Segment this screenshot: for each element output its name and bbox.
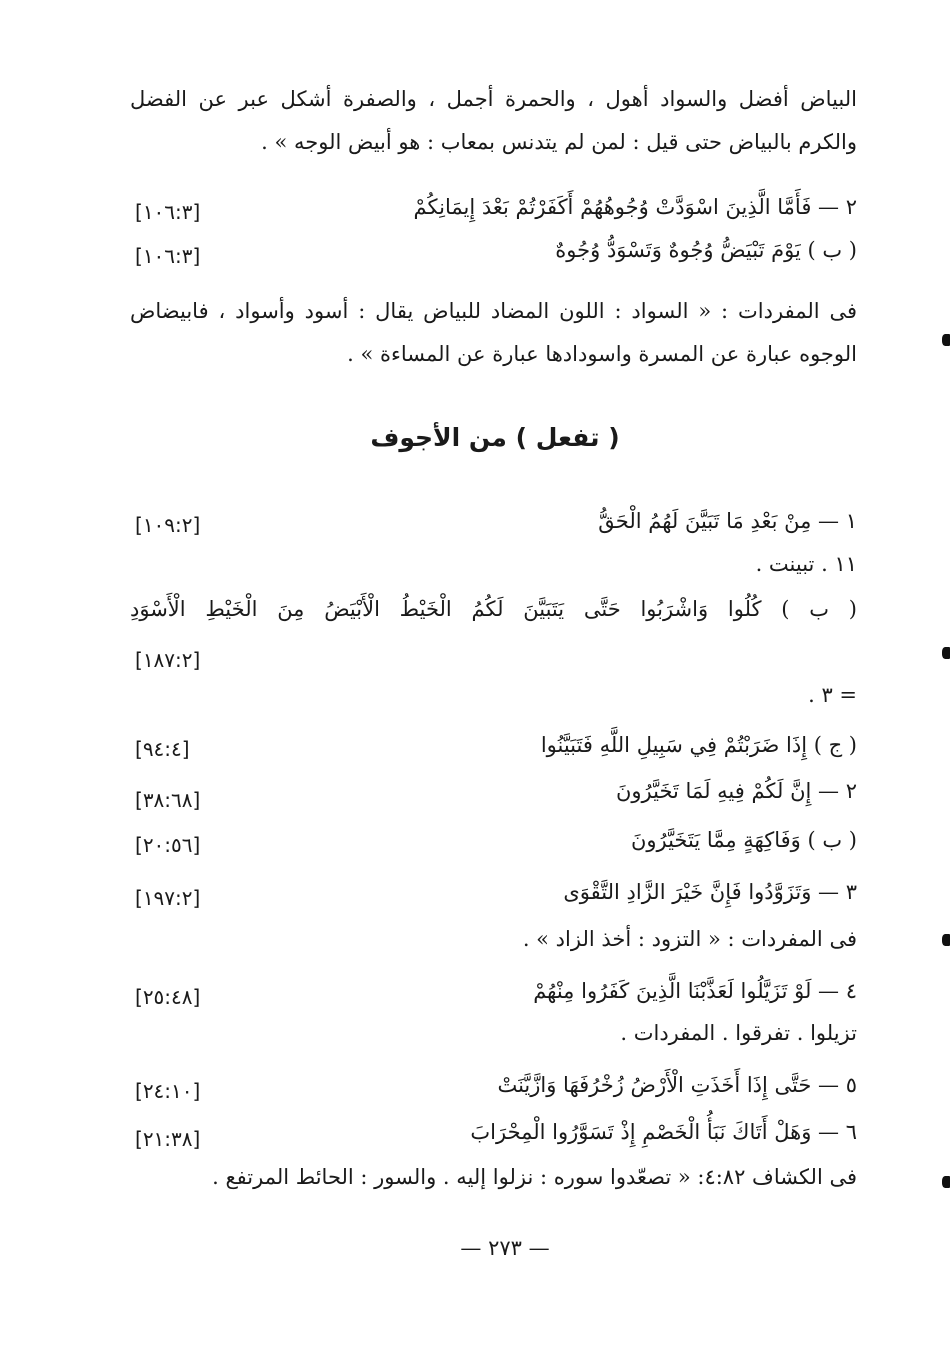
verse-reference: [٩٤:٤] <box>135 737 190 761</box>
verse-reference: [٢٤:١٠] <box>135 1079 201 1103</box>
text-line: فى المفردات : « السواد : اللون المضاد للبياض يقال : أسود وأسواد ، فابيضاض <box>130 299 857 323</box>
verse-reference: [٢٥:٤٨] <box>135 985 201 1009</box>
margin-mark <box>942 647 950 659</box>
verse-line: ١ — مِنْ بَعْدِ مَا تَبَيَّنَ لَهُمُ الْحَقُّ <box>598 509 857 533</box>
text-line: البياض أفضل والسواد أهول ، والحمرة أجمل ، والصفرة أشكل عبر عن الفضل <box>130 87 857 111</box>
text-line: ١١ . تبينت . <box>755 552 857 576</box>
verse-reference: [١٨٧:٢] <box>135 648 201 672</box>
margin-mark <box>942 934 950 946</box>
text-line: تزيلوا . تفرقوا . المفردات . <box>620 1021 857 1045</box>
text-line: فى المفردات : « التزود : أخذ الزاد » . <box>522 927 857 951</box>
verse-reference: [١٠٦:٣] <box>135 244 201 268</box>
verse-line: ٥ — حَتَّى إِذَا أَخَذَتِ الْأَرْضُ زُخْرُفَهَا وَازَّيَّنَتْ <box>497 1073 857 1097</box>
margin-mark <box>942 334 950 346</box>
verse-line: ( ج ) إِذَا ضَرَبْتُمْ فِي سَبِيلِ اللَّهِ فَتَبَيَّنُوا <box>540 733 857 757</box>
verse-reference: [١٩٧:٢] <box>135 886 201 910</box>
verse-reference: [١٠٦:٣] <box>135 200 201 224</box>
verse-reference: [١٠٩:٢] <box>135 513 201 537</box>
verse-reference: [٣٨:٦٨] <box>135 788 201 812</box>
verse-line: ٢ — إِنَّ لَكُمْ فِيهِ لَمَا تَخَيَّرُونَ <box>615 779 857 803</box>
verse-line: ٢ — فَأَمَّا الَّذِينَ اسْوَدَّتْ وُجُوهُهُمْ أَكَفَرْتُمْ بَعْدَ إِيمَانِكُمْ <box>413 195 857 219</box>
verse-reference: [٢٠:٥٦] <box>135 833 201 857</box>
text-line: = ٣ . <box>808 683 857 707</box>
text-line: الوجوه عبارة عن المسرة واسودادها عبارة عن المساءة » . <box>347 342 857 366</box>
margin-mark <box>942 1176 950 1188</box>
text-line: والكرم بالبياض حتى قيل : لمن لم يتدنس بمعاب : هو أبيض الوجه » . <box>261 130 857 154</box>
verse-reference: [٢١:٣٨] <box>135 1127 201 1151</box>
text-line: فى الكشاف ٤:٨٢: « تصعّدوا سوره : نزلوا إليه . والسور : الحائط المرتفع . <box>212 1165 857 1189</box>
verse-line: ٣ — وَتَزَوَّدُوا فَإِنَّ خَيْرَ الزَّادِ التَّقْوَى <box>563 880 857 904</box>
page-number: — ٢٧٣ — <box>460 1236 550 1260</box>
verse-line: ٦ — وَهَلْ أَتَاكَ نَبَأُ الْخَصْمِ إِذْ تَسَوَّرُوا الْمِحْرَابَ <box>470 1120 857 1144</box>
verse-line: ( ب ) وَفَاكِهَةٍ مِمَّا يَتَخَيَّرُونَ <box>630 828 857 852</box>
verse-line: ( ب ) كُلُوا وَاشْرَبُوا حَتَّى يَتَبَيَّنَ لَكُمُ الْخَيْطُ الْأَبْيَضُ مِنَ الْخَيْطِ الْأَسْوَدِ <box>130 597 857 621</box>
verse-line: ٤ — لَوْ تَزَيَّلُوا لَعَذَّبْنَا الَّذِينَ كَفَرُوا مِنْهُمْ <box>533 979 857 1003</box>
section-heading: ( تفعل ) من الأجوف <box>370 423 620 452</box>
verse-line: ( ب ) يَوْمَ تَبْيَضُّ وُجُوهٌ وَتَسْوَدُّ وُجُوهٌ <box>555 238 857 262</box>
